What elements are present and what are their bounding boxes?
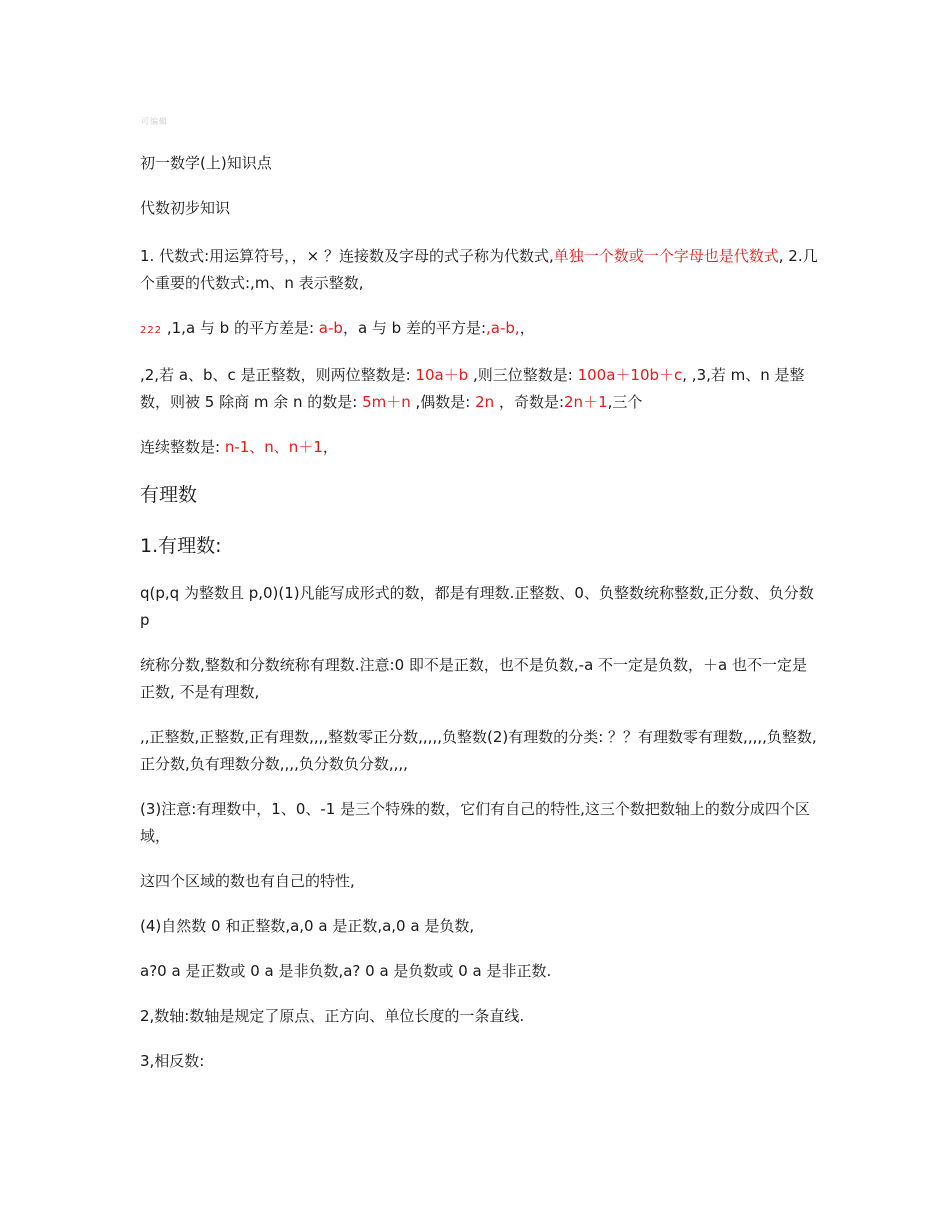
highlight-text: 10a＋b <box>415 366 469 384</box>
document-title: 初一数学(上)知识点 <box>140 154 272 172</box>
text-run: ，奇数是: <box>494 393 565 411</box>
highlight-text: 2n <box>475 393 495 411</box>
highlight-text: ,a-b, <box>486 319 520 337</box>
paragraph-note: (3)注意:有理数中，1、0、-1 是三个特殊的数，它们有自己的特性,这三个数把数轴上的数分成四个区域， <box>140 800 810 845</box>
highlight-text: 2n＋1 <box>564 393 608 411</box>
subheading-rational-1: 1.有理数: <box>140 535 222 557</box>
text-run: ,偶数是: <box>410 393 476 411</box>
paragraph-definition: q(p,q 为整数且 p,0)(1)凡能写成形式的数，都是有理数.正整数、0、负整数统称整数,正分数、负分数 p <box>140 584 814 629</box>
document-body <box>140 150 820 1075</box>
paragraph-natural-numbers: (4)自然数 0 和正整数,a,0 a 是正数,a,0 a 是负数, <box>140 917 475 935</box>
highlight-text: 100a＋10b＋c <box>577 366 683 384</box>
highlight-text: 单独一个数或一个字母也是代数式 <box>553 247 779 265</box>
paragraph-integers <box>140 362 820 416</box>
text-run: ,则三位整数是: <box>468 366 578 384</box>
section-heading-algebra: 代数初步知识 <box>140 199 231 217</box>
paragraph-consecutive <box>140 434 820 461</box>
text-run: ， <box>519 319 535 337</box>
text-run: ，a 与 b 差的平方是: <box>342 319 487 337</box>
text-run: ， <box>322 438 338 456</box>
paragraph-opposites: 3,相反数: <box>140 1052 205 1070</box>
text-run: ,2,若 a、b、c 是正整数，则两位整数是: <box>140 366 416 384</box>
text-run: 1. 代数式:用运算符号，，× ？连接数及字母的式子称为代数式, <box>140 247 554 265</box>
section-heading-rational: 有理数 <box>140 484 198 506</box>
highlight-text: n-1、n、n＋1 <box>224 438 323 456</box>
paragraph-regions: 这四个区域的数也有自己的特性, <box>140 872 355 890</box>
highlight-text: a-b <box>318 319 343 337</box>
highlight-text: 5m＋n <box>362 393 411 411</box>
paragraph-number-line: 2,数轴:数轴是规定了原点、正方向、单位长度的一条直线. <box>140 1007 525 1025</box>
paragraph-nonnegative: a?0 a 是正数或 0 a 是非负数,a? 0 a 是负数或 0 a 是非正数. <box>140 962 552 980</box>
text-run: , 2.几个重要的代数式:,m、n 表示整数, <box>140 247 818 292</box>
paragraph-classification: ,,正整数,正整数,正有理数,,,,整数零正分数,,,,,负整数(2)有理数的分类: ？？有理数零有理数,,,,,负整数,正分数,负有理数分数,,,,负分数负分数,,,, <box>140 728 817 773</box>
text-run: , ,3,若 m、n 是整数，则被 5 除商 m 余 n 的数是: <box>140 366 805 411</box>
paragraph-algebraic-expression <box>140 243 820 297</box>
paragraph-fractions: 统称分数,整数和分数统称有理数.注意:0 即不是正数，也不是负数,-a 不一定是负数，＋a 也不一定是正数, 不是有理数, <box>140 656 808 701</box>
superscript-text: 222 <box>140 325 163 336</box>
paragraph-squares <box>140 315 820 344</box>
text-run: 连续整数是: <box>140 438 225 456</box>
text-run: ,三个 <box>607 393 643 411</box>
text-run: ,1,a 与 b 的平方差是: <box>162 319 319 337</box>
watermark-text: 可编辑 <box>141 117 168 126</box>
